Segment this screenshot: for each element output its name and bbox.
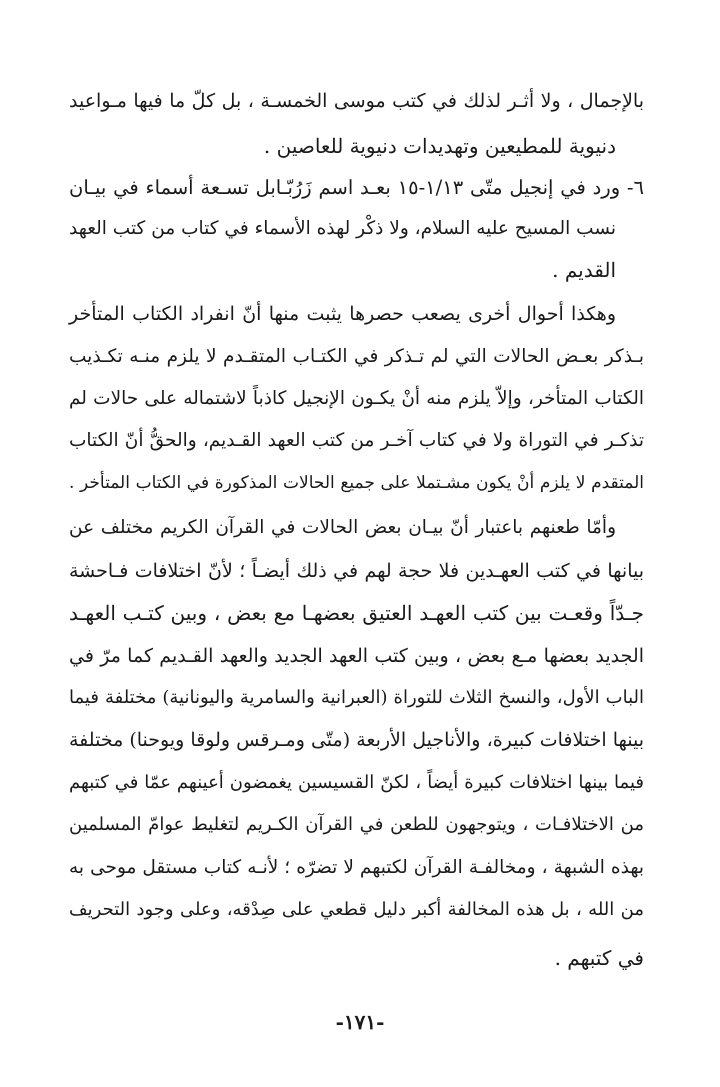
text-line: بيانها في كتب العهـدين فلا حجة لهم في ذلك أيضـاً ؛ لأنّ اختلافات فـاحشة xyxy=(69,560,644,582)
text-line: المتقدم لا يلزم أنْ يكون مشـتملا على جميع الحالات المذكورة في الكتاب المتأخر . xyxy=(69,473,644,493)
text-line: من الاختلافـات ، ويتوجهون للطعن في القرآن الكـريم لتغليط عوامّ المسلمين xyxy=(69,814,644,835)
text-line: بهذه الشبهة ، ومخالفـة القرآن لكتبهم لا تضرّه ؛ لأنـه كتاب مستقل موحى به xyxy=(69,857,644,878)
text-line: جـدّاً وقعـت بين كتب العهـد العتيق بعضهـا مع بعض ، وبين كتـب العهـد xyxy=(69,601,644,625)
text-line: دنيوية للمطيعين وتهديدات دنيوية للعاصين . xyxy=(263,134,616,158)
text-line: القديم . xyxy=(552,258,616,282)
text-line: في كتبهم . xyxy=(554,946,644,970)
text-line: بـذكر بعـض الحالات التي لم تـذكر في الكتـاب المتقـدم لا يلزم منـه تكـذيب xyxy=(69,346,644,367)
text-line: وأمّا طعنهم باعتبار أنّ بيـان بعض الحالات في القرآن الكريم مختلف عن xyxy=(69,517,616,538)
text-line: تذكـر في التوراة ولا في كتاب آخـر من كتب العهد القـديم، والحقُّ أنّ الكتاب xyxy=(69,430,644,451)
text-line: الجديد بعضها مـع بعض ، وبين كتب العهد الجديد والعهد القـديم كما مرّ في xyxy=(69,645,644,667)
text-line: فيما بينها اختلافات كبيرة أيضاً ، لكنّ القسيسين يغمضون أعينهم عمّا في كتبهم xyxy=(69,772,644,793)
text-line: بالإجمال ، ولا أثـر لذلك في كتب موسى الخمسـة ، بل كلّ ما فيها مـواعيد xyxy=(69,90,644,112)
text-line: الكتاب المتأخر، وإلاّ يلزم منه أنْ يكـون الإنجيل كاذباً لاشتماله على حالات لم xyxy=(69,388,644,409)
text-line: نسب المسيح عليه السلام، ولا ذكْر لهذه الأسماء في كتاب من كتب العهد xyxy=(68,218,616,239)
text-line: ٦- ورد في إنجيل متّى ١/١٣-١٥ بعـد اسم زَرُبّـابل تسـعة أسماء في بيـان xyxy=(69,176,644,199)
page-number: -١٧١- xyxy=(335,1010,385,1034)
text-line: وهكذا أحوال أخرى يصعب حصرها يثبت منها أنّ انفراد الكتاب المتأخر xyxy=(69,303,616,325)
text-line: الباب الأول، والنسخ الثلاث للتوراة (العبرانية والسامرية واليونانية) مختلفة فيما xyxy=(69,687,644,708)
text-line: من الله ، بل هذه المخالفة أكبر دليل قطعي على صِدْقه، وعلى وجود التحريف xyxy=(69,899,644,920)
text-line: بينها اختلافات كبيرة، والأناجيل الأربعة (متّى ومـرقس ولوقا ويوحنا) مختلفة xyxy=(69,729,644,751)
